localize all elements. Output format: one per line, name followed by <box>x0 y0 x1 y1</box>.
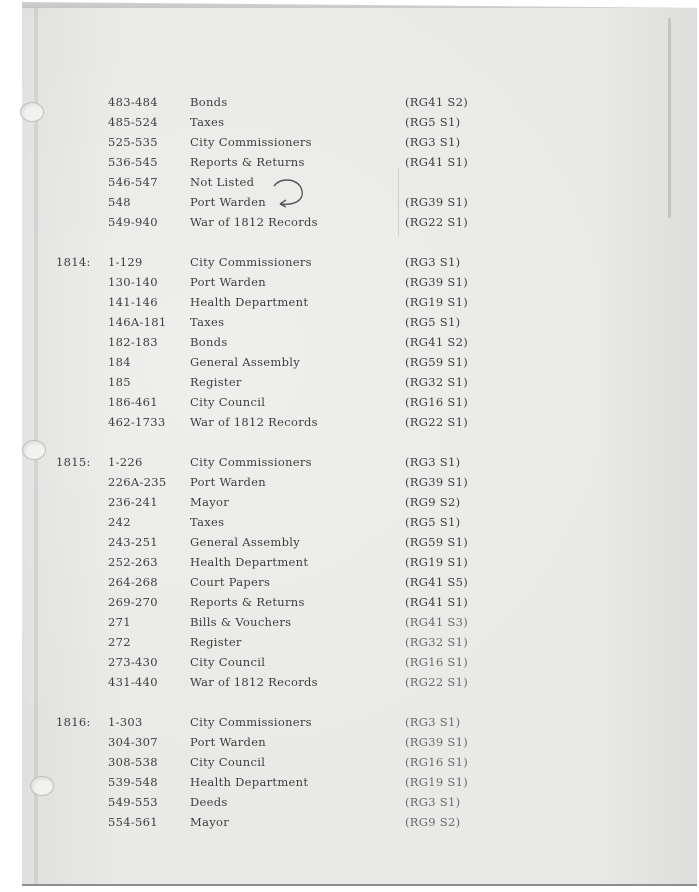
item-range: 549-940 <box>108 215 158 229</box>
list-item <box>0 632 699 652</box>
item-title: City Commissioners <box>190 715 312 729</box>
item-record-group: (RG19 S1) <box>405 775 469 789</box>
item-range: 264-268 <box>108 575 158 589</box>
list-item <box>0 372 699 392</box>
item-record-group: (RG19 S1) <box>405 555 469 569</box>
list-item <box>0 592 699 612</box>
list-item <box>0 452 699 472</box>
item-record-group: (RG32 S1) <box>405 635 469 649</box>
item-range: 130-140 <box>108 275 158 289</box>
item-record-group: (RG22 S1) <box>405 215 469 229</box>
list-item <box>0 572 699 592</box>
item-title: City Commissioners <box>190 455 312 469</box>
item-record-group: (RG3 S1) <box>405 715 461 729</box>
item-title: Health Department <box>190 775 309 789</box>
section-year: 1816: <box>56 715 91 729</box>
item-title: Taxes <box>190 515 225 529</box>
list-item <box>0 212 699 232</box>
item-range: 1-129 <box>108 255 143 269</box>
item-title: Port Warden <box>190 195 267 209</box>
item-title: City Commissioners <box>190 255 312 269</box>
item-title: Bonds <box>190 335 228 349</box>
item-record-group: (RG41 S1) <box>405 595 469 609</box>
item-title: General Assembly <box>190 535 301 549</box>
list-item <box>0 392 699 412</box>
item-range: 308-538 <box>108 755 158 769</box>
section-year: 1815: <box>56 455 91 469</box>
section-1814 <box>0 252 699 432</box>
item-range: 185 <box>108 375 131 389</box>
item-title: General Assembly <box>190 355 301 369</box>
item-range: 141-146 <box>108 295 158 309</box>
item-range: 525-535 <box>108 135 158 149</box>
list-item <box>0 172 699 192</box>
item-record-group: (RG3 S1) <box>405 795 461 809</box>
item-title: Deeds <box>190 795 228 809</box>
item-range: 548 <box>108 195 131 209</box>
item-range: 273-430 <box>108 655 158 669</box>
list-item <box>0 712 699 732</box>
item-range: 236-241 <box>108 495 158 509</box>
list-item <box>0 752 699 772</box>
item-range: 549-553 <box>108 795 158 809</box>
item-record-group: (RG59 S1) <box>405 355 469 369</box>
item-title: Port Warden <box>190 475 267 489</box>
list-item <box>0 492 699 512</box>
item-record-group: (RG16 S1) <box>405 655 469 669</box>
item-record-group: (RG9 S2) <box>405 815 461 829</box>
item-record-group: (RG19 S1) <box>405 295 469 309</box>
item-record-group: (RG41 S5) <box>405 575 469 589</box>
list-item <box>0 92 699 112</box>
item-record-group: (RG3 S1) <box>405 255 461 269</box>
item-title: Court Papers <box>190 575 271 589</box>
item-range: 242 <box>108 515 131 529</box>
item-title: Register <box>190 375 242 389</box>
list-item <box>0 312 699 332</box>
item-title: Bonds <box>190 95 228 109</box>
section-1816 <box>0 712 699 832</box>
item-range: 186-461 <box>108 395 158 409</box>
item-range: 462-1733 <box>108 415 166 429</box>
item-range: 431-440 <box>108 675 158 689</box>
item-title: War of 1812 Records <box>190 415 318 429</box>
item-record-group: (RG39 S1) <box>405 195 469 209</box>
list-item <box>0 532 699 552</box>
item-title: Health Department <box>190 295 309 309</box>
list-item <box>0 352 699 372</box>
item-range: 483-484 <box>108 95 158 109</box>
item-range: 546-547 <box>108 175 158 189</box>
item-record-group: (RG5 S1) <box>405 515 461 529</box>
item-range: 146A-181 <box>108 315 167 329</box>
item-record-group: (RG3 S1) <box>405 455 461 469</box>
list-item <box>0 252 699 272</box>
list-item <box>0 812 699 832</box>
item-title: Register <box>190 635 242 649</box>
list-item <box>0 552 699 572</box>
item-title: Health Department <box>190 555 309 569</box>
item-record-group: (RG9 S2) <box>405 495 461 509</box>
page-bottom-edge <box>22 884 697 886</box>
list-item <box>0 412 699 432</box>
item-range: 304-307 <box>108 735 158 749</box>
item-title: Reports & Returns <box>190 155 305 169</box>
list-item <box>0 192 699 212</box>
item-record-group: (RG39 S1) <box>405 275 469 289</box>
item-title: Taxes <box>190 115 225 129</box>
item-record-group: (RG39 S1) <box>405 475 469 489</box>
item-record-group: (RG32 S1) <box>405 375 469 389</box>
list-item <box>0 292 699 312</box>
list-item <box>0 772 699 792</box>
list-item <box>0 472 699 492</box>
list-item <box>0 652 699 672</box>
item-range: 226A-235 <box>108 475 167 489</box>
item-range: 272 <box>108 635 131 649</box>
item-record-group: (RG41 S3) <box>405 615 469 629</box>
item-record-group: (RG16 S1) <box>405 395 469 409</box>
item-range: 1-303 <box>108 715 143 729</box>
item-title: War of 1812 Records <box>190 675 318 689</box>
item-title: Not Listed <box>190 175 255 189</box>
item-title: Taxes <box>190 315 225 329</box>
item-title: City Council <box>190 655 266 669</box>
item-range: 182-183 <box>108 335 158 349</box>
item-record-group: (RG22 S1) <box>405 415 469 429</box>
item-range: 243-251 <box>108 535 158 549</box>
item-record-group: (RG41 S2) <box>405 335 469 349</box>
list-item <box>0 112 699 132</box>
list-item <box>0 512 699 532</box>
list-item <box>0 792 699 812</box>
item-title: Port Warden <box>190 735 267 749</box>
list-item <box>0 332 699 352</box>
item-record-group: (RG5 S1) <box>405 115 461 129</box>
list-item <box>0 612 699 632</box>
item-title: City Council <box>190 755 266 769</box>
item-title: War of 1812 Records <box>190 215 318 229</box>
item-record-group: (RG5 S1) <box>405 315 461 329</box>
item-record-group: (RG3 S1) <box>405 135 461 149</box>
item-range: 485-524 <box>108 115 158 129</box>
section-continued <box>0 92 699 232</box>
item-range: 252-263 <box>108 555 158 569</box>
item-range: 554-561 <box>108 815 158 829</box>
item-range: 536-545 <box>108 155 158 169</box>
item-title: Bills & Vouchers <box>190 615 292 629</box>
item-title: City Council <box>190 395 266 409</box>
item-range: 269-270 <box>108 595 158 609</box>
item-record-group: (RG16 S1) <box>405 755 469 769</box>
item-title: Mayor <box>190 495 230 509</box>
item-range: 184 <box>108 355 131 369</box>
item-record-group: (RG39 S1) <box>405 735 469 749</box>
item-title: Mayor <box>190 815 230 829</box>
item-range: 1-226 <box>108 455 143 469</box>
item-record-group: (RG59 S1) <box>405 535 469 549</box>
item-title: Port Warden <box>190 275 267 289</box>
list-item <box>0 272 699 292</box>
list-item <box>0 132 699 152</box>
section-1815 <box>0 452 699 692</box>
list-item <box>0 152 699 172</box>
item-title: City Commissioners <box>190 135 312 149</box>
list-item <box>0 672 699 692</box>
section-year: 1814: <box>56 255 91 269</box>
list-item <box>0 732 699 752</box>
item-range: 539-548 <box>108 775 158 789</box>
item-record-group: (RG22 S1) <box>405 675 469 689</box>
item-record-group: (RG41 S2) <box>405 95 469 109</box>
item-title: Reports & Returns <box>190 595 305 609</box>
item-range: 271 <box>108 615 131 629</box>
item-record-group: (RG41 S1) <box>405 155 469 169</box>
